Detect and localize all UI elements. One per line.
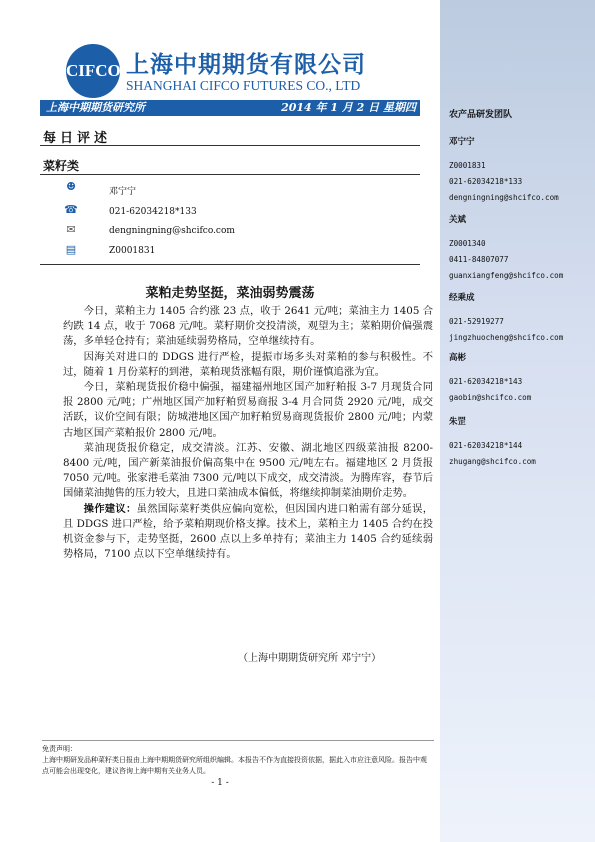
article-title: 菜粕走势坚挺，菜油弱势震荡	[145, 286, 315, 301]
contact-line: 021-52919277	[449, 317, 504, 326]
paragraph: 因海关对进口的 DDGS 进行严检，提振市场多头对菜粕的参与积极性。不过，随着 1 月份菜籽的到港，菜粕现货涨幅有限，期价谨慎追涨为宜。	[63, 350, 433, 378]
report-date: 2014 年 1 月 2 日 星期四	[281, 101, 416, 114]
footer-divider	[42, 740, 434, 741]
id-card-icon: ▤	[65, 243, 77, 256]
divider	[40, 264, 420, 265]
contact-card	[449, 414, 595, 470]
disclaimer-text: 上海中期研发品种菜籽类日报由上海中期期货研究所组织编辑。本报告不作为直接投资依据，据此入市应注意风险。报告中观点可能会出现变化，建议咨询上海中期有关业务人员。	[42, 756, 427, 775]
contact-name: 邓宁宁	[449, 137, 475, 147]
divider	[40, 174, 420, 175]
contact-line[interactable]: jingzhuocheng@shcifco.com	[449, 333, 564, 342]
contact-line: 021-62034218*133	[449, 177, 523, 186]
phone-icon: ☎	[64, 203, 78, 216]
person-icon: ☻	[66, 180, 76, 193]
envelope-icon: ✉	[66, 223, 76, 236]
contact-card	[449, 290, 595, 346]
advice-label: 操作建议：	[83, 502, 137, 515]
paragraph: 菜油现货报价稳定，成交清淡。江苏、安徽、湖北地区四级菜油报 8200-8400 元/吨，国产新菜油报价偏高集中在 9500 元/吨左右。福建地区 2 月货报 7050 元/吨。张家港毛菜油 7300 元/吨以下成交，成交清淡。为腾库容，春节后国储菜油抛售的压力较大，且进口菜油成本偏低，将继续抑制菜油期价走势。	[63, 441, 433, 500]
contact-name: 朱罡	[449, 417, 467, 427]
contact-card	[449, 350, 595, 406]
header-banner	[40, 100, 420, 116]
paragraph: 今日，菜粕现货报价稳中偏强，福建福州地区国产加籽粕报 3-7 月现货合同报 2800 元/吨；广州地区国产加籽粕贸易商报 3-4 月合同货 2920 元/吨，成交活跃，议价空间有限；防城港地区国产加籽粕贸易商现货报价 2800 元/吨；内蒙古地区国产菜粕报价 2800 元/吨。	[63, 381, 433, 439]
author-phone: 021-62034218*133	[109, 207, 197, 217]
advice-text: 虽然国际菜籽类供应偏向宽松，但因国内进口粕需有部分延误，且 DDGS 进口严检，给予菜粕期现价格支撑。技术上，菜粕主力 1405 合约在投机资金参与下，走势坚挺，2600 点以上多单持有；菜油主力 1405 合约延续弱势格局，7100 点以下空单继续持有。	[63, 502, 434, 561]
page-number: - 1 -	[211, 778, 229, 788]
category-title: 菜籽类	[43, 159, 80, 173]
contact-name: 高彬	[449, 353, 467, 363]
divider	[40, 145, 420, 146]
contact-name: 经乘成	[449, 293, 475, 303]
contact-line: 0411-84807077	[449, 255, 509, 264]
contact-line: Z0001340	[449, 239, 486, 248]
contact-card	[449, 134, 595, 206]
contact-line[interactable]: guanxiangfeng@shcifco.com	[449, 271, 564, 280]
cifco-logo: CIFCO	[66, 44, 120, 98]
contact-line[interactable]: zhugang@shcifco.com	[449, 457, 536, 466]
signature: （上海中期期货研究所 邓宁宁）	[238, 653, 382, 664]
team-title: 农产品研发团队	[449, 110, 513, 120]
contact-line: 021-62034218*143	[449, 377, 523, 386]
contact-line[interactable]: dengningning@shcifco.com	[449, 193, 559, 202]
paragraph: 今日，菜粕主力 1405 合约涨 23 点，收于 2641 元/吨；菜油主力 1405 合约跌 14 点，收于 7068 元/吨。菜籽期价交投清淡，观望为主；菜粕期价偏强震荡，多单轻仓持有；菜油延续弱势格局，空单继续持有。	[63, 305, 433, 348]
article-body	[63, 304, 433, 562]
contact-name: 关斌	[449, 215, 467, 225]
company-name-en: SHANGHAI CIFCO FUTURES CO., LTD	[126, 78, 361, 93]
contact-line: Z0001831	[449, 161, 486, 170]
section-title: 每日评述	[43, 131, 112, 146]
disclaimer	[42, 744, 432, 777]
contact-card	[449, 212, 595, 284]
company-name-cn: 上海中期期货有限公司	[126, 52, 366, 78]
contact-line[interactable]: gaobin@shcifco.com	[449, 393, 532, 402]
author-email[interactable]: dengningning@shcifco.com	[109, 226, 235, 236]
institute-name: 上海中期期货研究所	[46, 101, 145, 114]
author-id: Z0001831	[109, 246, 156, 256]
contact-line: 021-62034218*144	[449, 441, 523, 450]
advice-paragraph	[63, 502, 433, 563]
disclaimer-title: 免责声明：	[42, 745, 77, 753]
author-name: 邓宁宁	[109, 187, 137, 197]
